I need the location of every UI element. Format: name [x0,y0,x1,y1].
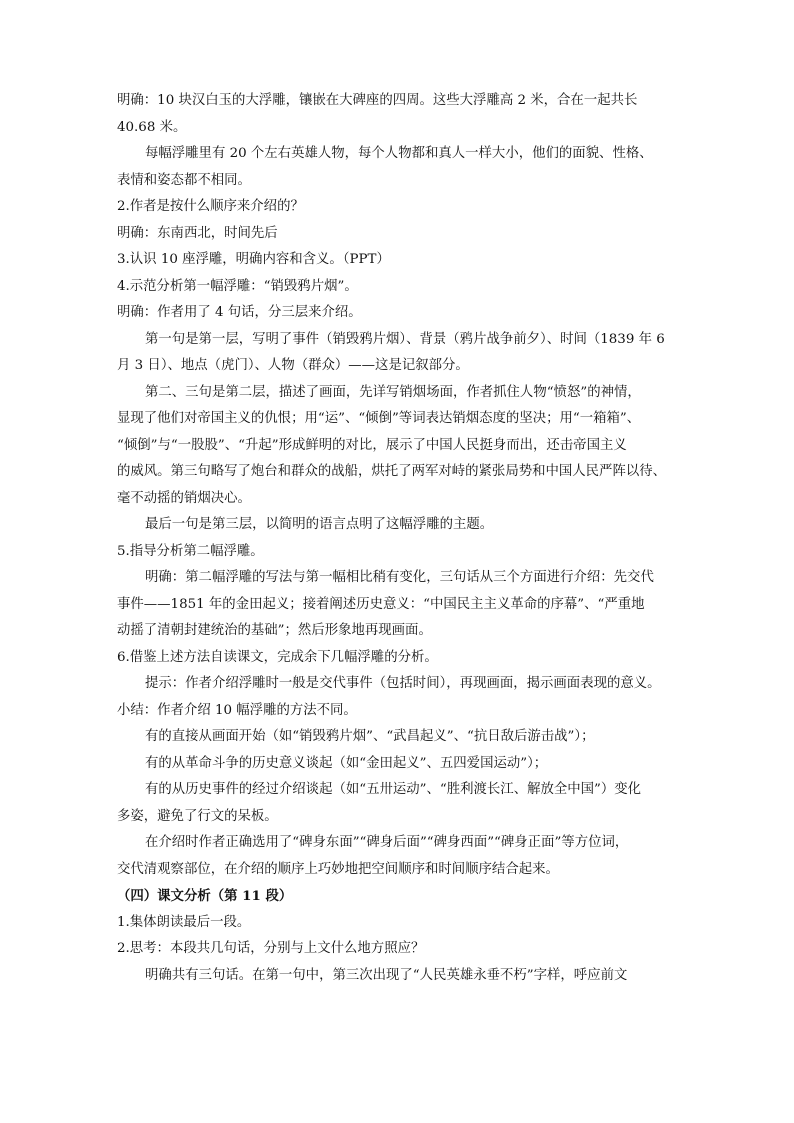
text-line: 最后一句是第三层，以简明的语言点明了这幅浮雕的主题。 [145,517,494,532]
text-line: 6.借鉴上述方法自读课文，完成余下几幅浮雕的分析。 [117,649,438,665]
text-line: 每幅浮雕里有 20 个左右英雄人物，每个人物都和真人一样大小，他们的面貌、性格、 [145,146,653,161]
text-line: 在介绍时作者正确选用了“碑身东面”“碑身后面”“碑身西面”“碑身正面”等方位词， [145,835,629,850]
text-line: 动摇了清朝封建统治的基础”；然后形象地再现画面。 [117,623,432,638]
text-line: 3.认识 10 座浮雕，明确内容和含义。（PPT） [117,252,390,267]
text-line: 有的从革命斗争的历史意义谈起（如“金田起义”、五四爱国运动”）； [145,755,548,771]
text-line: 有的直接从画面开始（如“销毁鸦片烟”、“武昌起义”、“抗日敌后游击战”）； [145,729,595,744]
text-line: 第一句是第一层，写明了事件（销毁鸦片烟）、背景（鸦片战争前夕）、时间（1839 年 6 [145,331,665,347]
text-line: 第二、三句是第二层，描述了画面，先详写销烟场面，作者抓住人物“愤怒”的神情， [145,384,641,400]
text-line: 表情和姿态都不相同。 [117,172,251,188]
text-line: 的威风。第三句略写了炮台和群众的战船，烘托了两军对峙的紧张局势和中国人民严阵以待、 [117,464,667,479]
document-body [117,88,687,989]
text-line: 有的从历史事件的经过介绍谈起（如“五卅运动”、“胜利渡长江、解放全中国”）变化 [145,782,642,797]
text-line: 提示：作者介绍浮雕时一般是交代事件（包括时间），再现画面，揭示画面表现的意义。 [145,676,661,691]
text-line: 小结：作者介绍 10 幅浮雕的方法不同。 [117,702,357,718]
text-line: 事件——1851 年的金田起义；接着阐述历史意义：“中国民主主义革命的序幕”、“严重地 [117,596,645,612]
text-line: 明确：10 块汉白玉的大浮雕，镶嵌在大碑座的四周。这些大浮雕高 2 米，合在一起共长 [117,93,638,108]
text-line: 2.作者是按什么顺序来介绍的？ [117,199,304,214]
text-line: 5.指导分析第二幅浮雕。 [117,543,264,559]
text-line: 明确：作者用了 4 句话，分三层来介绍。 [117,305,362,320]
text-line: 1.集体朗读最后一段。 [117,914,251,930]
text-line: 2.思考：本段共几句话，分别与上文什么地方照应？ [117,941,425,956]
text-line: 毫不动摇的销烟决心。 [117,490,251,506]
text-line: 月 3 日）、地点（虎门）、人物（群众）——这是记叙部分。 [117,358,469,373]
text-line: 明确：第二幅浮雕的写法与第一幅相比稍有变化，三句话从三个方面进行介绍：先交代 [145,570,654,585]
text-line: 多姿，避免了行文的呆板。 [117,808,278,824]
text-line: 明确共有三句话。在第一句中，第三次出现了“人民英雄永垂不朽”字样，呼应前文 [145,967,628,983]
text-line: 4.示范分析第一幅浮雕：“销毁鸦片烟”。 [117,278,358,294]
text-line: 显现了他们对帝国主义的仇恨；用“运”、“倾倒”等词表达销烟态度的坚决；用“一箱箱”、 [117,411,641,426]
section-heading: （四）课文分析（第 11 段） [117,888,293,904]
text-line: 40.68 米。 [117,119,187,135]
text-line: 明确：东南西北，时间先后 [117,225,278,241]
text-line: 交代清观察部位，在介绍的顺序上巧妙地把空间顺序和时间顺序结合起来。 [117,861,559,877]
text-line: “倾倒”与“一股股”、“升起”形成鲜明的对比，展示了中国人民挺身而出，还击帝国主义 [117,437,627,453]
